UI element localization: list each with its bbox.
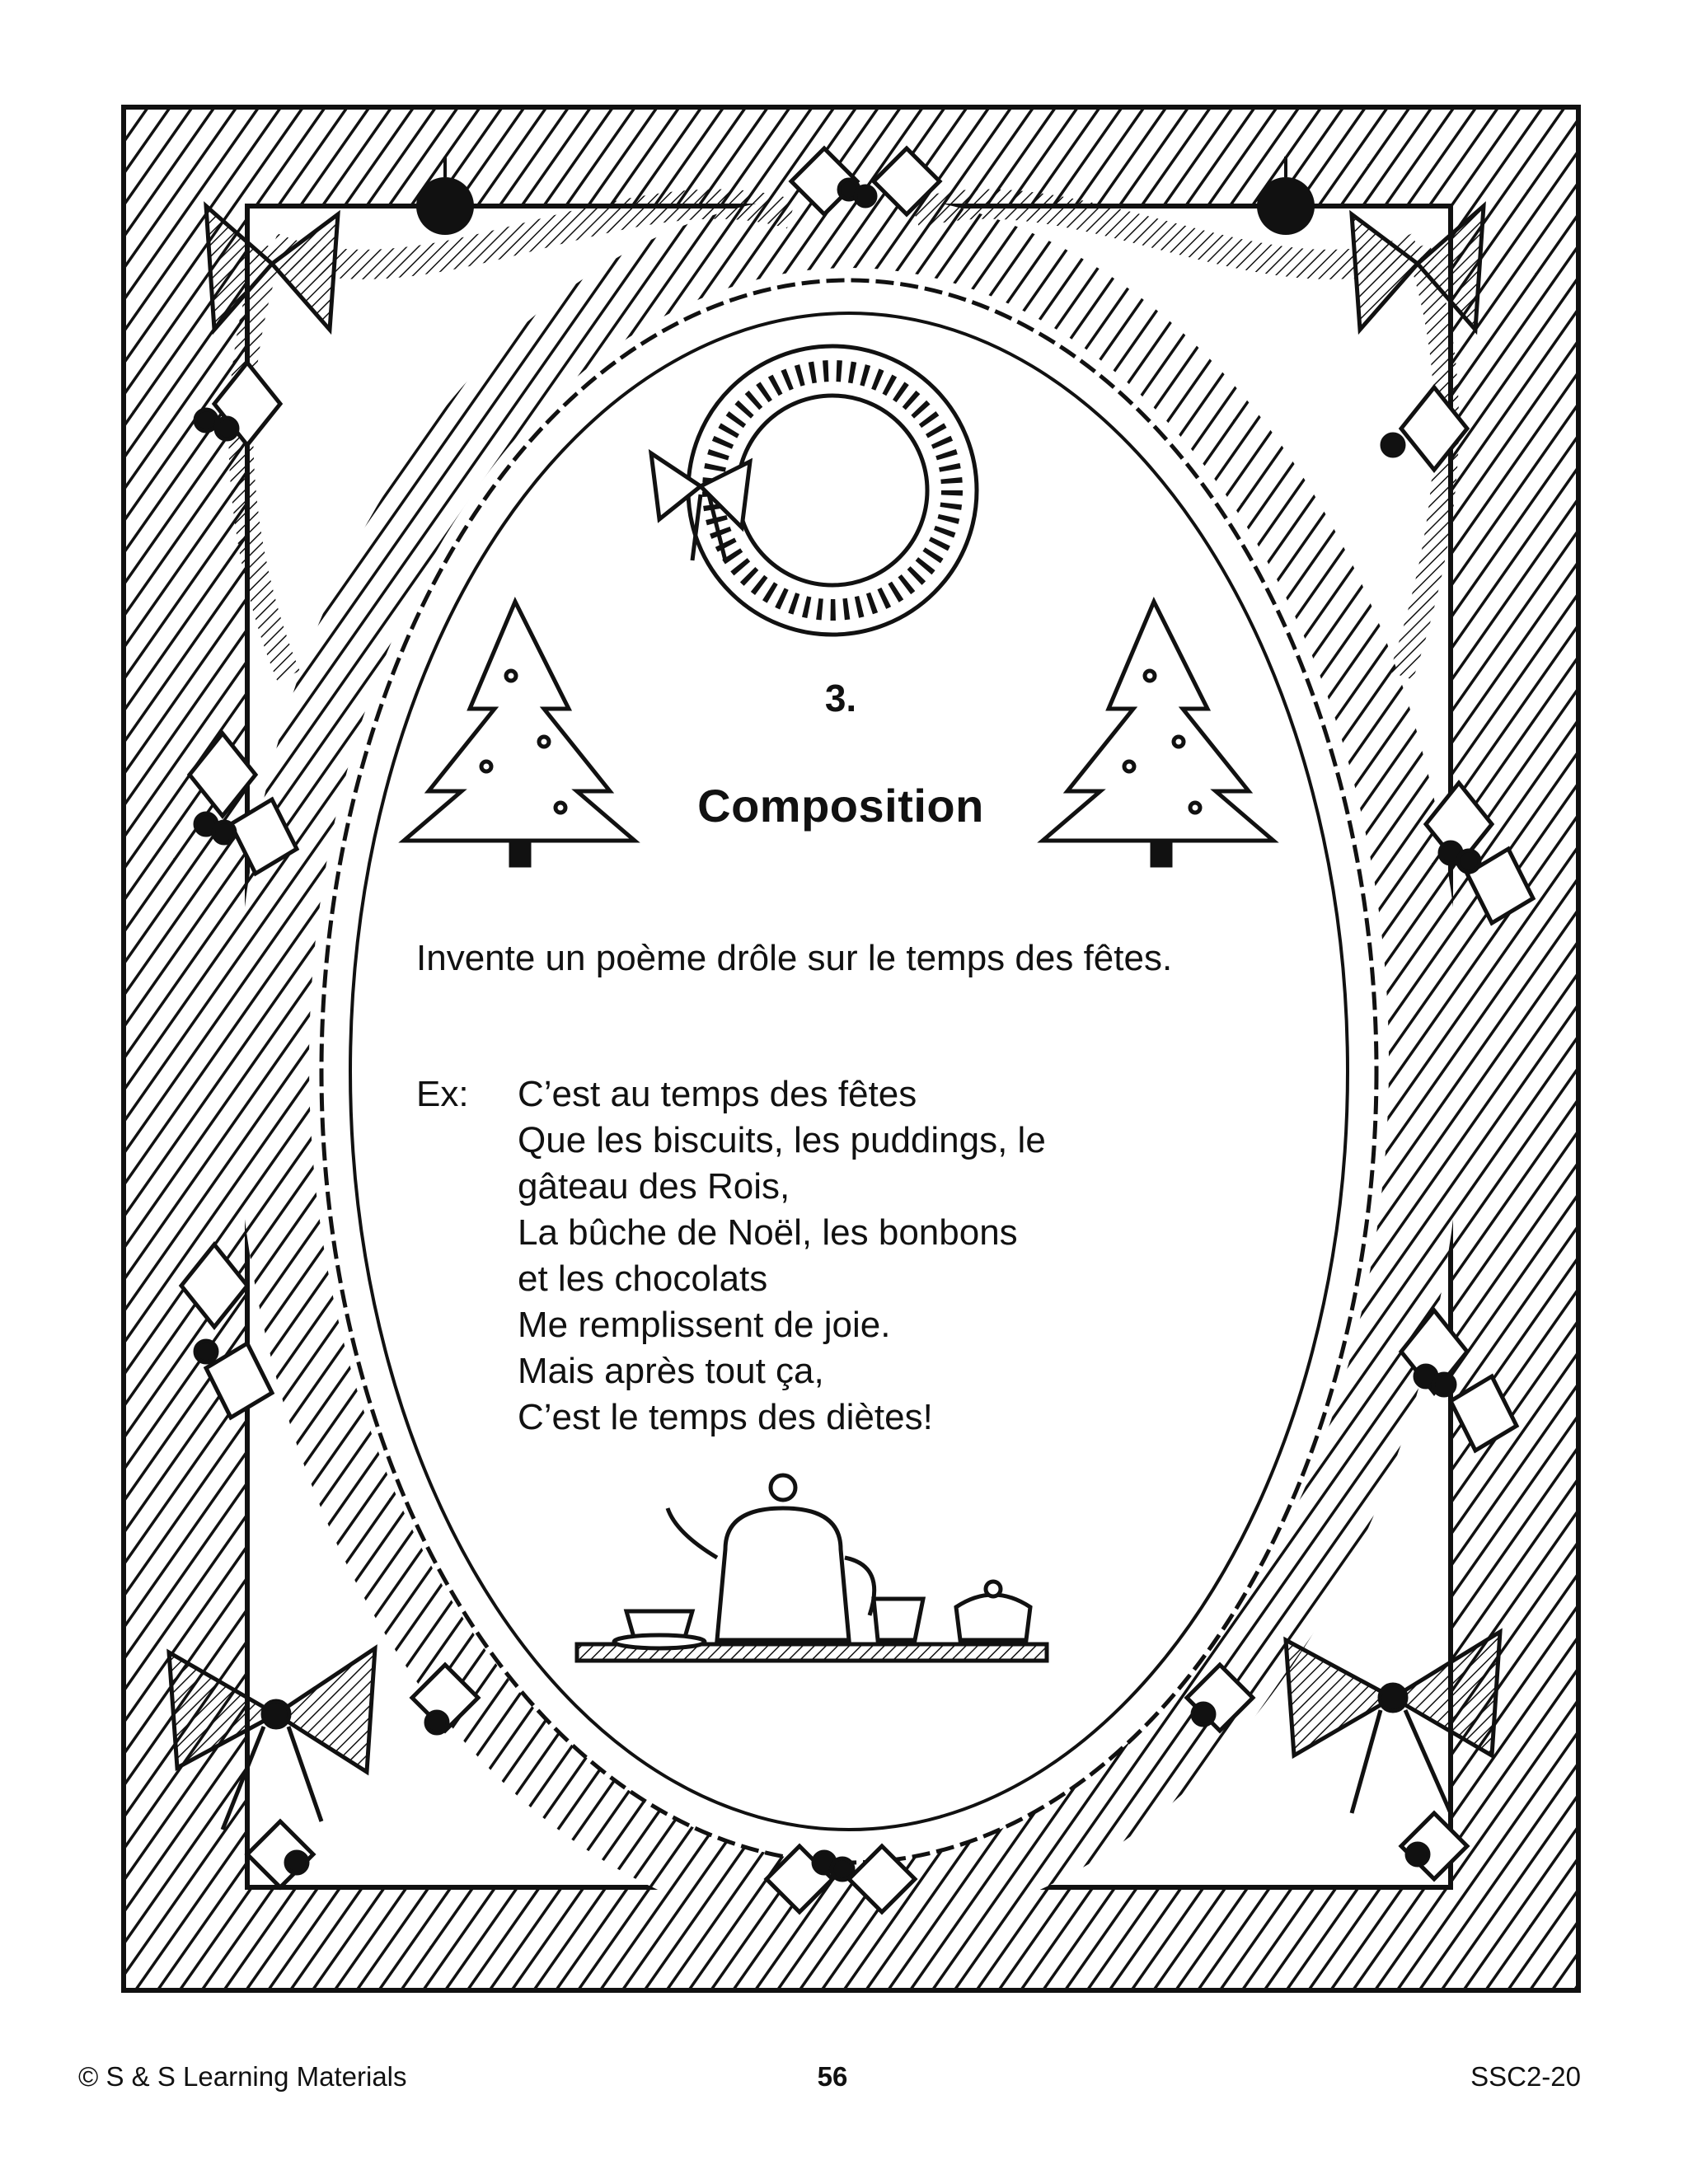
example-poem [518,1071,1226,1441]
poem-line: Mais après tout ça, [518,1351,824,1391]
poem-line: La bûche de Noël, les bonbons [518,1212,1018,1253]
creamer-icon [874,1599,923,1640]
poem-line: Me remplissent de joie. [518,1305,891,1345]
poem-line: et les chocolats [518,1258,768,1299]
footer-copyright: © S & S Learning Materials [78,2061,407,2092]
holly-icon [247,1821,313,1887]
footer-code: SSC2-20 [1470,2061,1581,2092]
instruction-text: Invente un poème drôle sur le temps des fêtes. [416,938,1173,978]
section-number: 3. [824,677,857,719]
page-title: Composition [697,780,984,832]
poem-line: Que les biscuits, les puddings, le [518,1120,1046,1160]
poem-line: C’est le temps des diètes! [518,1397,933,1437]
poem-line: gâteau des Rois, [518,1166,790,1207]
example-label: Ex: [416,1074,469,1114]
page-number: 56 [817,2061,848,2092]
poem-line: C’est au temps des fêtes [518,1074,917,1114]
